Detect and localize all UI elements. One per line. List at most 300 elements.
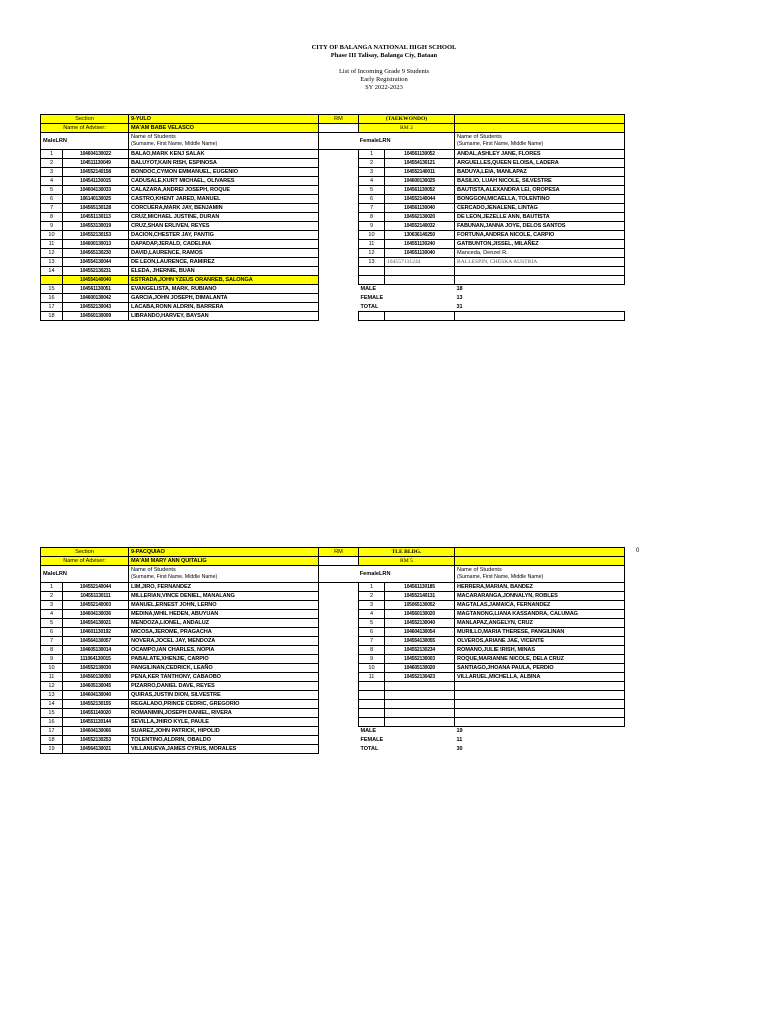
row-number: 10: [41, 231, 63, 240]
name-format-label: (Surname, First Name, Middle Name): [457, 141, 544, 147]
empty-cell: [319, 727, 359, 736]
lrn-cell: 104552130040: [385, 619, 455, 628]
lrn-cell: 104552130155: [63, 700, 129, 709]
empty-cell: [385, 267, 455, 276]
lrn-cell: 104552130153: [63, 231, 129, 240]
table-row: [41, 177, 625, 186]
lrn-cell: 104551130113: [63, 213, 129, 222]
name-format-label: (Surname, First Name, Middle Name): [131, 574, 218, 580]
empty-cell: [319, 231, 359, 240]
table-row: [41, 231, 625, 240]
student-name: BADUYA,LEIA, MANLAPAZ: [455, 168, 625, 177]
table-row: [41, 637, 625, 646]
lrn-cell: 104552130423: [385, 673, 455, 682]
empty-cell: [385, 682, 455, 691]
empty-cell: [385, 700, 455, 709]
row-number: 13: [41, 258, 63, 267]
lrn-cell: 104552140044: [385, 195, 455, 204]
student-name: MAGTALAS,JAMAICA, FERNANDEZ: [455, 601, 625, 610]
empty-cell: [319, 583, 359, 592]
student-name: MANLAPAZ,ANGELYN, CRUZ: [455, 619, 625, 628]
empty-cell: [385, 718, 455, 727]
empty-cell: [319, 195, 359, 204]
empty-cell: [319, 637, 359, 646]
row-number: 1: [359, 150, 385, 159]
empty-cell: [319, 664, 359, 673]
student-name: MAGTANONG,LIANA KASSANDRA, CALUMAG: [455, 610, 625, 619]
student-name: DE LEON,JEZELLE ANN, BAUTISTA: [455, 213, 625, 222]
empty-cell: [319, 700, 359, 709]
table-row: [41, 294, 625, 303]
student-name: CALAZARA,ANDREI JOSEPH, ROQUE: [129, 186, 319, 195]
student-name: MURILLO,MARIA THERESE, PANGILINAN: [455, 628, 625, 637]
student-name: LIM,JIRO, FERNANDEZ: [129, 583, 319, 592]
school-year: SY 2022-2023: [365, 84, 403, 91]
empty-cell: [455, 557, 625, 566]
empty-cell: [319, 249, 359, 258]
grand-total-label: TOTAL: [360, 746, 379, 752]
female-total-value: 11: [456, 737, 463, 743]
row-number: 7: [359, 637, 385, 646]
name-format-label: (Surname, First Name, Middle Name): [131, 141, 218, 147]
row-number: 10: [359, 231, 385, 240]
empty-cell: [319, 258, 359, 267]
student-name: ROQUE,MARIANNE NICOLE, DELA CRUZ: [455, 655, 625, 664]
grand-total-label: TOTAL: [360, 303, 379, 310]
empty-cell: [359, 718, 385, 727]
adviser-name: MA'AM MARY ANN QUITALIG: [129, 557, 319, 566]
table-row: [41, 204, 625, 213]
row-number: 8: [359, 213, 385, 222]
male-label: Male: [43, 137, 56, 144]
table-row: [41, 150, 625, 159]
male-label: Male: [43, 570, 56, 577]
table-row: [41, 682, 625, 691]
empty-cell: [319, 222, 359, 231]
empty-cell: [385, 691, 455, 700]
lrn-cell: 104552140131: [385, 592, 455, 601]
male-lrn-header: [41, 566, 129, 583]
table-row: [41, 646, 625, 655]
row-number: 8: [41, 646, 63, 655]
row-number: 12: [359, 249, 385, 258]
row-number: 12: [41, 682, 63, 691]
table-row: [41, 168, 625, 177]
row-number: 2: [359, 159, 385, 168]
table-row: [41, 673, 625, 682]
student-name: CRUZ,SHAN ERLIVEN, REYES: [129, 222, 319, 231]
empty-cell: [359, 691, 385, 700]
female-total-value: 13: [456, 295, 463, 301]
student-name: CRUZ,MICHAEL JUSTINE, DURAN: [129, 213, 319, 222]
name-header: [129, 133, 319, 150]
lrn-cell: 104561130185: [385, 583, 455, 592]
female-lrn-header: [319, 133, 455, 150]
empty-cell: [319, 159, 359, 168]
lrn-label: LRN: [55, 137, 67, 144]
empty-cell: [319, 709, 359, 718]
student-name: ARGUELLES,QUEEN ELOISA, LADERA: [455, 159, 625, 168]
empty-cell: [319, 294, 359, 303]
column-header-row: [41, 133, 625, 150]
lrn-cell: 104557131244: [385, 258, 455, 267]
lrn-cell: 104552130003: [385, 655, 455, 664]
student-name: ESTRADA,JOHN YZEUS ORANREB, SALONGA: [129, 276, 319, 285]
adviser-name: MA'AM BABE VELASCO: [129, 124, 319, 133]
student-name: SEVILLA,JHIRO KYLE, PAULE: [129, 718, 319, 727]
row-number: 5: [41, 619, 63, 628]
name-students-label: Name of Students: [131, 567, 176, 573]
lrn-cell: 104553130019: [63, 222, 129, 231]
lrn-cell: 104551130111: [63, 592, 129, 601]
student-name: CORCUERA,MARK JAY, BENJAMIN: [129, 204, 319, 213]
empty-cell: [385, 709, 455, 718]
empty-cell: [455, 718, 625, 727]
lrn-cell: 104561130052: [385, 150, 455, 159]
row-number: 4: [41, 177, 63, 186]
lrn-cell: 104552130043: [63, 303, 129, 312]
row-number: 6: [41, 628, 63, 637]
row-number: 4: [41, 610, 63, 619]
lrn-cell: 104560130009: [63, 312, 129, 321]
row-number: 14: [41, 700, 63, 709]
lrn-cell: 106140130025: [63, 195, 129, 204]
lrn-cell: 104560130050: [63, 673, 129, 682]
section-label: Section: [41, 115, 129, 124]
lrn-cell: 104552140032: [385, 222, 455, 231]
empty-cell: [319, 610, 359, 619]
row-number: 11: [41, 240, 63, 249]
lrn-cell: 104604130022: [63, 150, 129, 159]
building-name: (TAEKWONDO): [359, 115, 455, 124]
student-name: REGALADO,PRINCE CEDRIC, GREGORIO: [129, 700, 319, 709]
row-number: 3: [41, 168, 63, 177]
student-name: DAPADAP,JERALD, CADELINA: [129, 240, 319, 249]
table-row: [41, 709, 625, 718]
row-number: 7: [41, 204, 63, 213]
empty-cell: [319, 186, 359, 195]
student-name: PABALATE,XHENJIE, CARPIO: [129, 655, 319, 664]
table-row: [41, 285, 625, 294]
name-header: [129, 566, 319, 583]
empty-cell: [319, 312, 359, 321]
section-row: [41, 548, 625, 557]
name-format-label: (Surname, First Name, Middle Name): [457, 574, 544, 580]
student-name: BONDOC,CYMON EMMANUEL, EUGENIO: [129, 168, 319, 177]
table-row: [41, 276, 625, 285]
table-row: [41, 655, 625, 664]
section-name: 9-YULO: [129, 115, 319, 124]
lrn-cell: 104600130013: [63, 240, 129, 249]
name-header: [455, 133, 625, 150]
male-total-value: 18: [456, 286, 463, 293]
row-number: 11: [359, 673, 385, 682]
lrn-cell: 104554140040: [63, 276, 129, 285]
empty-cell: [319, 276, 359, 285]
table-row: [41, 718, 625, 727]
room-number: RM 2: [359, 124, 455, 133]
empty-cell: [455, 682, 625, 691]
row-number: [41, 276, 63, 285]
lrn-cell: 104605130014: [63, 646, 129, 655]
empty-cell: [319, 285, 359, 294]
lrn-cell: 104601130192: [63, 628, 129, 637]
row-number: 19: [41, 745, 63, 754]
lrn-cell: 104560130020: [385, 610, 455, 619]
empty-cell: [319, 619, 359, 628]
empty-cell: [319, 736, 359, 745]
student-name: LIBRANDO,HARVEY, BAYSAN: [129, 312, 319, 321]
student-name: DACION,CHESTER JAY, PANTIG: [129, 231, 319, 240]
empty-cell: [319, 240, 359, 249]
lrn-cell: 105065130052: [385, 601, 455, 610]
side-value: 0: [636, 548, 640, 554]
student-name: VILLARUEL,MICHELLA, ALBINA: [455, 673, 625, 682]
row-number: 1: [41, 583, 63, 592]
empty-cell: [319, 213, 359, 222]
empty-cell: [319, 303, 359, 312]
row-number: 6: [359, 628, 385, 637]
empty-cell: [319, 177, 359, 186]
row-number: 7: [41, 637, 63, 646]
section-pacquiao-table: [40, 547, 625, 754]
lrn-cell: 104604130036: [63, 610, 129, 619]
empty-cell: [319, 601, 359, 610]
table-row: [41, 186, 625, 195]
row-number: 18: [41, 736, 63, 745]
row-number: 10: [41, 664, 63, 673]
lrn-cell: 104552130253: [63, 736, 129, 745]
row-number: 5: [359, 619, 385, 628]
lrn-label: LRN: [55, 570, 67, 577]
student-name: FORTUNA,ANDREA NICOLE, CARPIO: [455, 231, 625, 240]
table-row: [41, 213, 625, 222]
student-name: PANGILINAN,CEDRICK, LEAÑO: [129, 664, 319, 673]
table-row: [41, 195, 625, 204]
lrn-cell: 104554130121: [385, 159, 455, 168]
empty-cell: [385, 312, 455, 321]
empty-cell: [319, 150, 359, 159]
table-row: [41, 583, 625, 592]
student-name: OLVEROS,ARIANE JAE, VICENTE: [455, 637, 625, 646]
lrn-cell: 104605130020: [385, 664, 455, 673]
table-row: [41, 258, 625, 267]
student-name: QUIRAS,JUSTIN DION, SILVESTRE: [129, 691, 319, 700]
row-number: 8: [359, 646, 385, 655]
empty-cell: [455, 700, 625, 709]
student-name: BALLESPIN, CHESKA AUSTRIA: [455, 258, 625, 267]
student-name: PENA,KER TANTHONY, CABAOBO: [129, 673, 319, 682]
female-label: Female: [359, 570, 379, 577]
lrn-label: LRN: [379, 137, 391, 144]
lrn-cell: 104565130230: [63, 249, 129, 258]
lrn-cell: 104552140044: [63, 583, 129, 592]
lrn-cell: 104605130045: [63, 682, 129, 691]
row-number: 1: [41, 150, 63, 159]
empty-cell: [319, 718, 359, 727]
row-number: 2: [41, 159, 63, 168]
student-name: ELEDA, JHERNIE, BUAN: [129, 267, 319, 276]
empty-cell: [359, 700, 385, 709]
female-total-label: FEMALE: [360, 737, 384, 743]
table-row: [41, 700, 625, 709]
lrn-cell: 130636140250: [385, 231, 455, 240]
empty-cell: [455, 115, 625, 124]
student-name: GATBUNTON,JISSEL, MILAÑEZ: [455, 240, 625, 249]
empty-cell: [319, 673, 359, 682]
table-row: [41, 601, 625, 610]
empty-cell: [319, 682, 359, 691]
empty-cell: [359, 682, 385, 691]
empty-cell: [319, 628, 359, 637]
table-row: [41, 610, 625, 619]
student-name: Manceda, Denzel R.: [455, 249, 625, 258]
lrn-cell: 104552130234: [385, 646, 455, 655]
lrn-cell: 104554130055: [385, 637, 455, 646]
row-number: 11: [359, 240, 385, 249]
rm-label: RM: [319, 548, 359, 557]
lrn-cell: 104562130020: [385, 213, 455, 222]
school-address: Phase III Talisay, Balanga Ciy, Bataan: [330, 52, 438, 59]
building-name: TLE BLDG.: [359, 548, 455, 557]
row-number: 17: [41, 727, 63, 736]
female-total-label: FEMALE: [360, 295, 384, 301]
student-name: HERRERA,MARIAN, BANDEZ: [455, 583, 625, 592]
document-header: [0, 44, 768, 92]
lrn-cell: 104551130240: [385, 240, 455, 249]
column-header-row: [41, 566, 625, 583]
student-name: SANTIAGO,JHOANA PAULA, PERDIO: [455, 664, 625, 673]
lrn-cell: 104551130040: [385, 249, 455, 258]
empty-cell: [319, 745, 359, 754]
lrn-cell: 104600130042: [63, 294, 129, 303]
lrn-cell: 104552140003: [63, 601, 129, 610]
row-number: 6: [359, 195, 385, 204]
empty-cell: [319, 691, 359, 700]
row-number: 9: [41, 655, 63, 664]
lrn-cell: 104552140158: [63, 168, 129, 177]
table-row: [41, 736, 625, 745]
student-name: ROMANO,JULIE IRISH, MINAS: [455, 646, 625, 655]
student-name: PIZARRO,DANIEL DAVE, REYES: [129, 682, 319, 691]
table-row: [41, 727, 625, 736]
lrn-cell: 104551140020: [63, 709, 129, 718]
student-name: CASTRO,KHENT JARED, MANUEL: [129, 195, 319, 204]
table-row: [41, 222, 625, 231]
empty-cell: [455, 691, 625, 700]
student-name: BALAO,MARK KENJ SALAK: [129, 150, 319, 159]
lrn-cell: 104600130025: [385, 177, 455, 186]
table-row: [41, 592, 625, 601]
adviser-row: [41, 557, 625, 566]
room-number: RM 5: [359, 557, 455, 566]
empty-cell: [319, 124, 359, 133]
name-students-label: Name of Students: [457, 134, 502, 140]
row-number: 17: [41, 303, 63, 312]
row-number: 11: [41, 673, 63, 682]
student-name: ROMANIMIN,JOSEPH DANIEL, RIVERA: [129, 709, 319, 718]
student-name: MACARARANGA,JONNALYN, ROBLES: [455, 592, 625, 601]
school-name: CITY OF BALANGA NATIONAL HIGH SCHOOL: [311, 44, 457, 51]
grand-total-value: 30: [456, 746, 463, 752]
empty-cell: [455, 276, 625, 285]
section-row: [41, 115, 625, 124]
table-row: [41, 745, 625, 754]
student-name: BASILIO, LUAH NICOLE, SILVESTRE: [455, 177, 625, 186]
student-name: VILLANUEVA,JAMES CYRUS, MORALES: [129, 745, 319, 754]
student-name: MENDOZA,LIONEL, ANDALUZ: [129, 619, 319, 628]
table-row: [41, 691, 625, 700]
row-number: 8: [41, 213, 63, 222]
empty-cell: [455, 709, 625, 718]
lrn-cell: 104511130049: [63, 159, 129, 168]
student-name: MEDINA,WHIL HEDEN, ABUYUAN: [129, 610, 319, 619]
student-name: GARCIA,JOHN JOSEPH, DIMALANTA: [129, 294, 319, 303]
empty-cell: [319, 592, 359, 601]
table-row: [41, 267, 625, 276]
row-number: 9: [359, 655, 385, 664]
lrn-cell: 104554130044: [63, 258, 129, 267]
section-name: 9-PACQUIAO: [129, 548, 319, 557]
table-row: [41, 664, 625, 673]
name-students-label: Name of Students: [131, 134, 176, 140]
student-name: DE LEON,LAURENCE, RAMIREZ: [129, 258, 319, 267]
lrn-cell: 104604130040: [63, 691, 129, 700]
empty-cell: [359, 276, 385, 285]
row-number: 2: [359, 592, 385, 601]
empty-cell: [385, 276, 455, 285]
student-name: MICOSA,JEROME, PRAGACHA: [129, 628, 319, 637]
row-number: 4: [359, 177, 385, 186]
empty-cell: [455, 548, 625, 557]
lrn-cell: 104565130128: [63, 204, 129, 213]
table-row: [41, 249, 625, 258]
row-number: 3: [359, 601, 385, 610]
student-name: OCAMPO,IAN CHARLES, NOPIA: [129, 646, 319, 655]
table-row: [41, 628, 625, 637]
row-number: 9: [359, 222, 385, 231]
empty-cell: [319, 646, 359, 655]
lrn-cell: 104561130051: [63, 285, 129, 294]
document-subtitle: Early Registration: [360, 76, 408, 83]
female-lrn-header: [319, 566, 455, 583]
empty-cell: [319, 168, 359, 177]
row-number: 3: [359, 168, 385, 177]
male-total-label: MALE: [360, 728, 377, 735]
lrn-cell: 104604130054: [385, 628, 455, 637]
empty-cell: [455, 267, 625, 276]
empty-cell: [359, 312, 385, 321]
table-row: [41, 159, 625, 168]
adviser-label: Name of Adviser:: [41, 557, 129, 566]
student-name: TOLENTINO,ALDRIN, OBALDO: [129, 736, 319, 745]
row-number: 13: [41, 691, 63, 700]
row-number: 3: [41, 601, 63, 610]
student-name: ANDAL,ASHLEY JANE, FLORES: [455, 150, 625, 159]
empty-cell: [319, 204, 359, 213]
row-number: 18: [41, 312, 63, 321]
row-number: 5: [41, 186, 63, 195]
student-name: SUAREZ,JOHN PATRICK, HIPOLID: [129, 727, 319, 736]
empty-cell: [359, 709, 385, 718]
male-total-label: MALE: [360, 286, 377, 293]
lrn-cell: 104564130021: [63, 745, 129, 754]
empty-cell: [455, 124, 625, 133]
empty-cell: [359, 267, 385, 276]
student-name: EVANGELISTA, MARK, RUBIANO: [129, 285, 319, 294]
adviser-label: Name of Adviser:: [41, 124, 129, 133]
lrn-cell: 104552140011: [385, 168, 455, 177]
